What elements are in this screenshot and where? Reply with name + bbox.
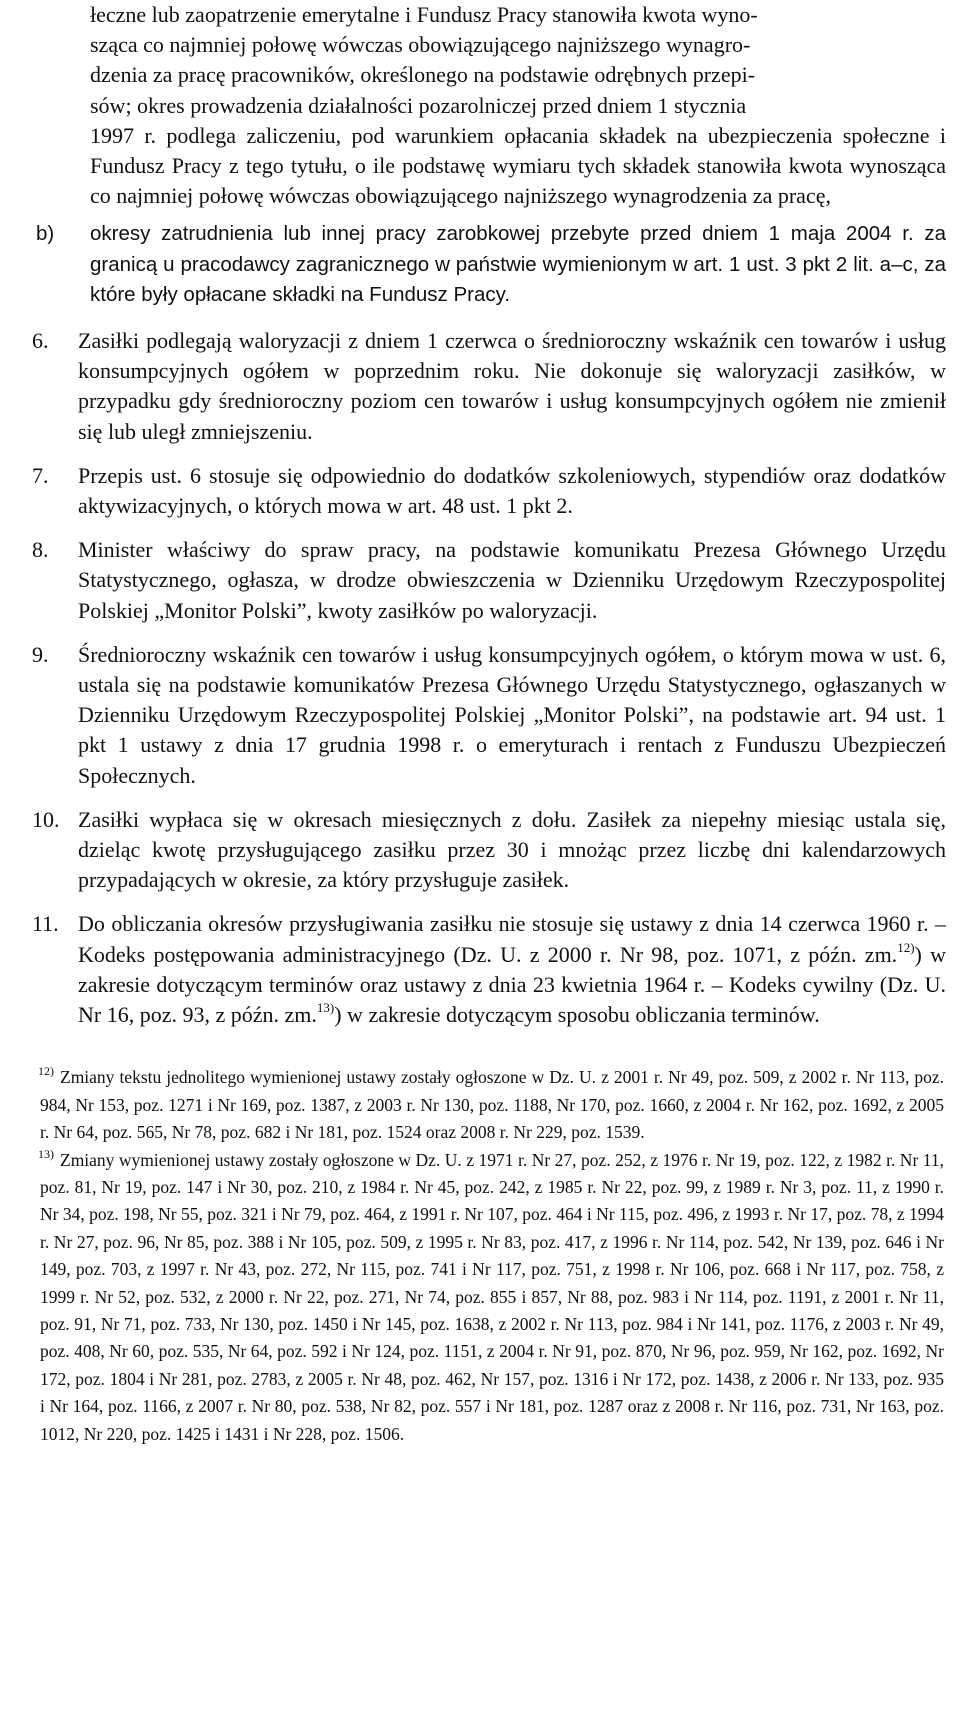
paragraph-number: 11. <box>32 911 59 937</box>
lead-line-1: łeczne lub zaopatrzenie emerytalne i Fundusz Pracy stanowiła kwota wyno <box>90 2 751 27</box>
footnote-text: Zmiany tekstu jednolitego wymienionej ustawy zostały ogłoszone w Dz. U. z 2001 r. Nr 49, poz. 509, z 2002 r. Nr 113, poz. 984, Nr 153, poz. 1271 i Nr 169, poz. 1387, z 2003 r. Nr 130, poz. 1188, Nr 170, poz. 1660, z 2004 r. Nr 162, poz. 1692, z 2005 r. Nr 64, poz. 565, Nr 78, poz. 682 i Nr 181, poz. 1524 oraz 2008 r. Nr 229, poz. 1539. <box>40 1067 944 1143</box>
list-item-b <box>0 219 946 310</box>
lead-line-3: dzenia za pracę pracowników, określonego na podstawie odrębnych przepi <box>90 62 748 88</box>
paragraph-text: Zasiłki wypłaca się w okresach miesięcznych z dołu. Zasiłek za niepełny miesiąc ustala się, dzieląc kwotę przysługującego zasiłku przez 30 i mnożąc przez liczbę dni kalendarzowych przypadających w okresie, za który przysługuje zasiłek. <box>78 806 946 893</box>
list-item-text: okresy zatrudnienia lub innej pracy zarobkowej przebyte przed dniem 1 maja 2004 r. za granicą u pracodawcy zagranicznego w państwie wymienionym w art. 1 ust. 3 pkt 2 lit. a–c, za które były opłacane składki na Fundusz Pracy. <box>90 222 946 306</box>
paragraph-number: 6. <box>32 328 49 354</box>
paragraph-text: Minister właściwy do spraw pracy, na podstawie komunikatu Prezesa Głównego Urzędu Statystycznego, ogłasza, w drodze obwieszczenia w Dzienniku Urzędowym Rzeczypospolitej Polskiej „Monitor Polski”, kwoty zasiłków po waloryzacji. <box>78 537 946 623</box>
paragraph-number: 8. <box>32 537 49 563</box>
continued-paragraph: łeczne lub zaopatrzenie emerytalne i Fundusz Pracy stanowiła kwota wyno- sząca co najmniej połowę wówczas obowiązującego najniższego wynagro- dzenia za pracę pracowników, określonego na podstawie odrębnych przepi- sów; okres prowadzenia działalności pozarolniczej przed dniem 1 stycznia 1997 r. podlega zaliczeniu, pod warunkiem opłacania składek na ubezpieczenia społeczne i Fundusz Pracy z tego tytułu, o ile podstawę wymiaru tych składek stanowiła kwota wynosząca co najmniej połowę wówczas obowiązującego najniższego wynagrodzenia za pracę, <box>90 2 946 209</box>
paragraph-11-text-1: Do obliczania okresów przysługiwania zasiłku nie stosuje się ustawy z dnia 14 czerwca 1960 r. – Kodeks postępowania administracyjnego (Dz. U. z 2000 r. Nr 98, poz. 1071, z późn. zm. <box>78 911 946 967</box>
paragraph-11-text-3: ) w zakresie dotyczącym sposobu obliczania terminów. <box>334 1002 820 1028</box>
footnote-12 <box>40 1064 944 1146</box>
footnotes <box>0 1064 946 1448</box>
lead-line-4: sów; okres prowadzenia działalności pozarolniczej przed dniem 1 stycznia <box>90 92 747 118</box>
paragraph-7 <box>0 461 946 521</box>
paragraph-11 <box>0 909 946 1030</box>
paragraph-10 <box>0 805 946 896</box>
footnote-13 <box>40 1147 944 1448</box>
paragraph-number: 7. <box>32 462 49 488</box>
footnote-text: Zmiany wymienionej ustawy zostały ogłoszone w Dz. U. z 1971 r. Nr 27, poz. 252, z 1976 r. Nr 19, poz. 122, z 1982 r. Nr 11, poz. 81, Nr 19, poz. 147 i Nr 30, poz. 210, z 1984 r. Nr 45, poz. 242, z 1985 r. Nr 22, poz. 99, z 1989 r. Nr 3, poz. 11, z 1990 r. Nr 34, poz. 198, Nr 55, poz. 321 i Nr 79, poz. 464, z 1991 r. Nr 107, poz. 464 i Nr 115, poz. 496, z 1993 r. Nr 17, poz. 78, z 1994 r. Nr 27, poz. 96, Nr 85, poz. 388 i Nr 105, poz. 509, z 1995 r. Nr 83, poz. 417, z 1996 r. Nr 114, poz. 542, Nr 139, poz. 646 i Nr 149, poz. 703, z 1997 r. Nr 43, poz. 272, Nr 115, poz. 741 i Nr 117, poz. 751, z 1998 r. Nr 106, poz. 668 i Nr 117, poz. 758, z 1999 r. Nr 52, poz. 532, z 2000 r. Nr 22, poz. 271, Nr 74, poz. 855 i 857, Nr 88, poz. 983 i Nr 114, poz. 1191, z 2001 r. Nr 11, poz. 91, Nr 71, poz. 733, Nr 130, poz. 1450 i Nr 145, poz. 1638, z 2002 r. Nr 113, poz. 984 i Nr 141, poz. 1176, z 2003 r. Nr 49, poz. 408, Nr 60, poz. 535, Nr 64, poz. 592 i Nr 124, poz. 1151, z 2004 r. Nr 91, poz. 870, Nr 96, poz. 959, Nr 162, poz. 1692, Nr 172, poz. 1804 i Nr 281, poz. 2783, z 2005 r. Nr 48, poz. 462, Nr 157, poz. 1316 i Nr 172, poz. 1438, z 2006 r. Nr 133, poz. 935 i Nr 164, poz. 1166, z 2007 r. Nr 80, poz. 538, Nr 82, poz. 557 i Nr 181, poz. 1287 oraz z 2008 r. Nr 116, poz. 731, Nr 163, poz. 1012, Nr 220, poz. 1425 i 1431 i Nr 228, poz. 1506. <box>40 1149 944 1444</box>
lead-line-2: sząca co najmniej połowę wówczas obowiązującego najniższego wynagro <box>90 32 744 58</box>
paragraph-text: Przepis ust. 6 stosuje się odpowiednio do dodatków szkoleniowych, stypendiów oraz dodatków aktywizacyjnych, o których mowa w art. 48 ust. 1 pkt 2. <box>78 462 946 519</box>
list-item-label: b) <box>36 222 55 246</box>
footnote-mark: 13) <box>38 1146 54 1161</box>
numbered-paragraphs <box>0 326 946 1030</box>
paragraph-6 <box>0 326 946 447</box>
paragraph-text <box>78 909 946 1030</box>
footnote-mark: 12) <box>38 1064 54 1079</box>
paragraph-text: Zasiłki podlegają waloryzacji z dniem 1 czerwca o średnioroczny wskaźnik cen towarów i usług konsumpcyjnych ogółem w poprzednim roku. Nie dokonuje się waloryzacji zasiłków, w przypadku gdy średnioroczny poziom cen towarów i usług konsumpcyjnych ogółem nie zmienił się lub uległ zmniejszeniu. <box>78 328 946 444</box>
footnote-ref-12[interactable]: 12) <box>897 939 915 955</box>
paragraph-text: Średnioroczny wskaźnik cen towarów i usług konsumpcyjnych ogółem, o którym mowa w ust. 6, ustala się na podstawie komunikatów Prezesa Głównego Urzędu Statystycznego, ogłaszanych w Dzienniku Urzędowym Rzeczypospolitej Polskiej „Monitor Polski”, na podstawie art. 94 ust. 1 pkt 1 ustawy z dnia 17 grudnia 1998 r. o emeryturach i rentach z Funduszu Ubezpieczeń Społecznych. <box>78 641 946 788</box>
paragraph-11-text-2: ) w zakresie dotyczącym terminów oraz ustawy z dnia 23 kwietnia 1964 r. – Kodeks cywilny (Dz. U. Nr 16, poz. 93, z późn. zm. <box>78 941 946 1028</box>
lead-line-rest: 1997 r. podlega zaliczeniu, pod warunkiem opłacania składek na ubezpieczenia społeczne i Fundusz Pracy z tego tytułu, o ile podstawę wymiaru tych składek stanowiła kwota wynosząca co najmniej połowę wówczas obowiązującego najniższego wynagrodzenia za pracę, <box>90 122 946 209</box>
paragraph-number: 10. <box>32 806 60 832</box>
paragraph-9 <box>0 640 946 791</box>
footnote-ref-13[interactable]: 13) <box>316 1000 335 1016</box>
paragraph-8 <box>0 535 946 626</box>
paragraph-number: 9. <box>32 641 49 667</box>
